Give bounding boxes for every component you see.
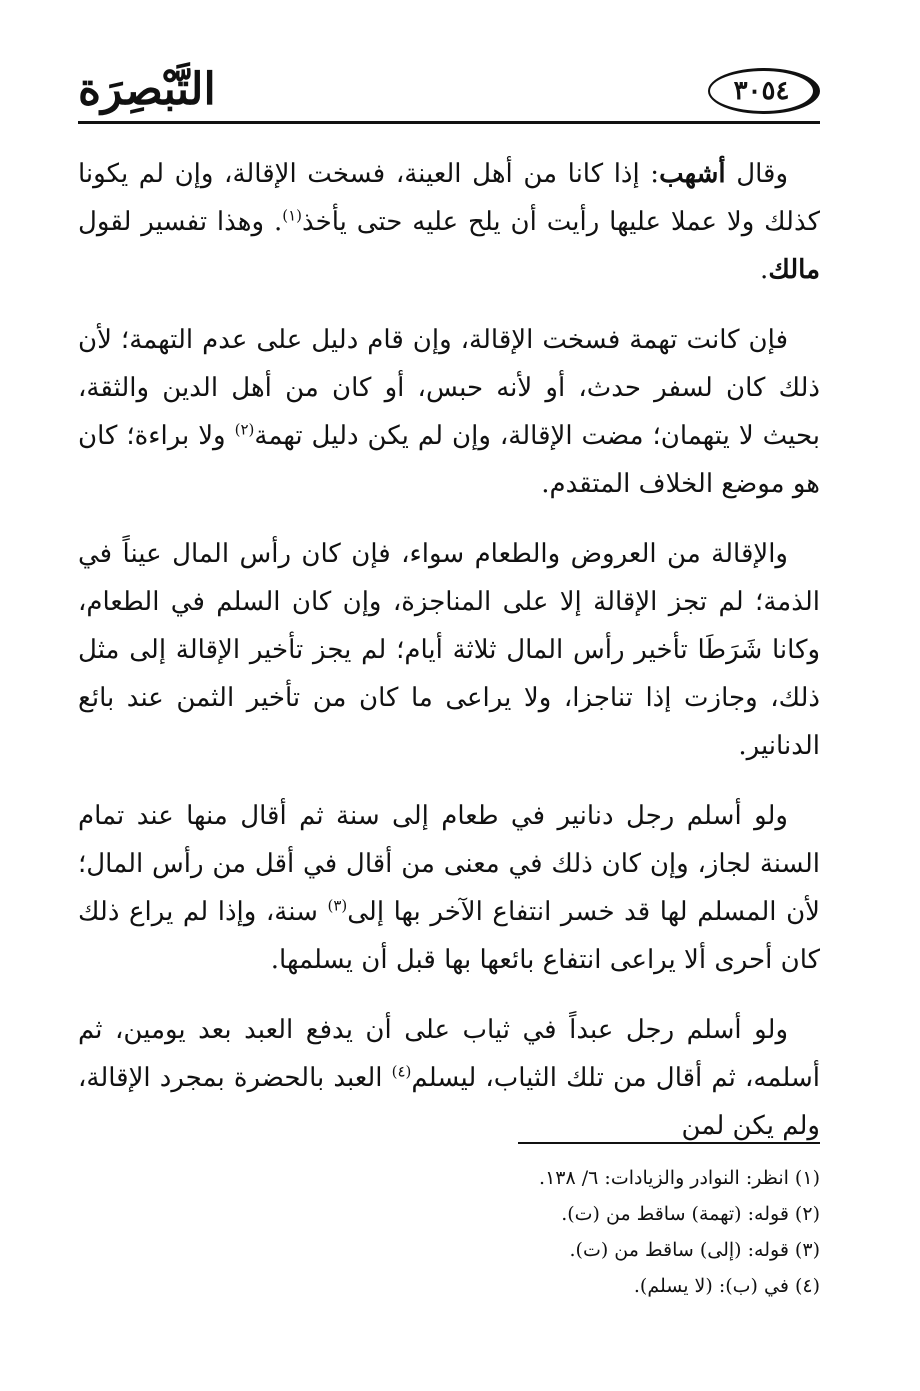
footnote-marker: (٤) <box>391 1062 412 1081</box>
page-number: ٣٠٥٤ <box>733 76 790 106</box>
footnote-marker: (٣) <box>327 896 348 915</box>
bold-name: مالك <box>768 255 820 285</box>
paragraph-text: : إذا كانا من أهل العينة، فسخت الإقالة، وإن لم يكونا كذلك ولا عملا عليها رأيت أن يلح عليه حتى يأخذ <box>78 159 821 237</box>
page-number-badge <box>708 68 820 114</box>
paragraph-4 <box>78 792 820 984</box>
paragraph-5 <box>78 1006 820 1150</box>
paragraph-text: ولا براءة؛ كان هو موضع الخلاف المتقدم. <box>78 421 820 499</box>
paragraph-text: والإقالة من العروض والطعام سواء، فإن كان رأس المال عيناً في الذمة؛ لم تجز الإقالة إلا على المناجزة، وإن كان السلم في الطعام، وكانا شَرَطَا تأخير رأس المال ثلاثة أيام؛ لم يجز تأخير الإقالة إلى مثل ذلك، وجازت إذا تناجزا، ولا يراعى ما كان من تأخير الثمن عند بائع الدنانير. <box>78 539 820 761</box>
footnote-marker: (٢) <box>234 420 255 439</box>
paragraph-text: ولو أسلم رجل دنانير في طعام إلى سنة ثم أقال منها عند تمام السنة لجاز، وإن كان ذلك في معنى من أقال في أقل من رأس المال؛ لأن المسلم لها قد خسر انتفاع الآخر بها إلى <box>78 801 820 927</box>
paragraph-text: سنة، وإذا لم يراع ذلك كان أحرى ألا يراعى انتفاع بائعها بها قبل أن يسلمها. <box>78 897 820 975</box>
paragraph-text: . <box>760 255 769 285</box>
paragraph-text: فإن كانت تهمة فسخت الإقالة، وإن قام دليل على عدم التهمة؛ لأن ذلك كان لسفر حدث، أو لأنه حبس، أو كان من أهل الدين والثقة، بحيث لا يتهمان؛ مضت الإقالة، وإن لم يكن دليل تهمة <box>78 325 820 451</box>
bold-name: أشهب <box>659 159 726 189</box>
footnote-separator <box>518 1142 820 1144</box>
main-text <box>78 150 820 1172</box>
paragraph-text: . وهذا تفسير لقول <box>78 207 283 237</box>
footnotes <box>78 1160 820 1304</box>
header-rule <box>78 121 820 124</box>
paragraph-text: ولو أسلم رجل عبداً في ثياب على أن يدفع العبد بعد يومين، ثم أسلمه، ثم أقال من تلك الثياب، ليسلم <box>78 1015 821 1093</box>
footnote-marker: (١) <box>282 206 303 225</box>
footnote-1: (١) انظر: النوادر والزيادات: ٦/ ١٣٨. <box>539 1167 820 1189</box>
paragraph-text: وقال <box>725 159 788 189</box>
paragraph-2 <box>78 316 820 508</box>
paragraph-text: العبد بالحضرة بمجرد الإقالة، ولم يكن لمن <box>78 1063 820 1141</box>
paragraph-3 <box>78 530 820 770</box>
footnote-3: (٣) قوله: (إلى) ساقط من (ت). <box>569 1239 820 1261</box>
footnote-4: (٤) في (ب): (لا يسلم). <box>633 1275 820 1297</box>
footnote-2: (٢) قوله: (تهمة) ساقط من (ت). <box>561 1203 820 1225</box>
running-title: التَّبْصِرَة <box>78 64 216 115</box>
page-header <box>78 58 820 128</box>
paragraph-1 <box>78 150 820 294</box>
